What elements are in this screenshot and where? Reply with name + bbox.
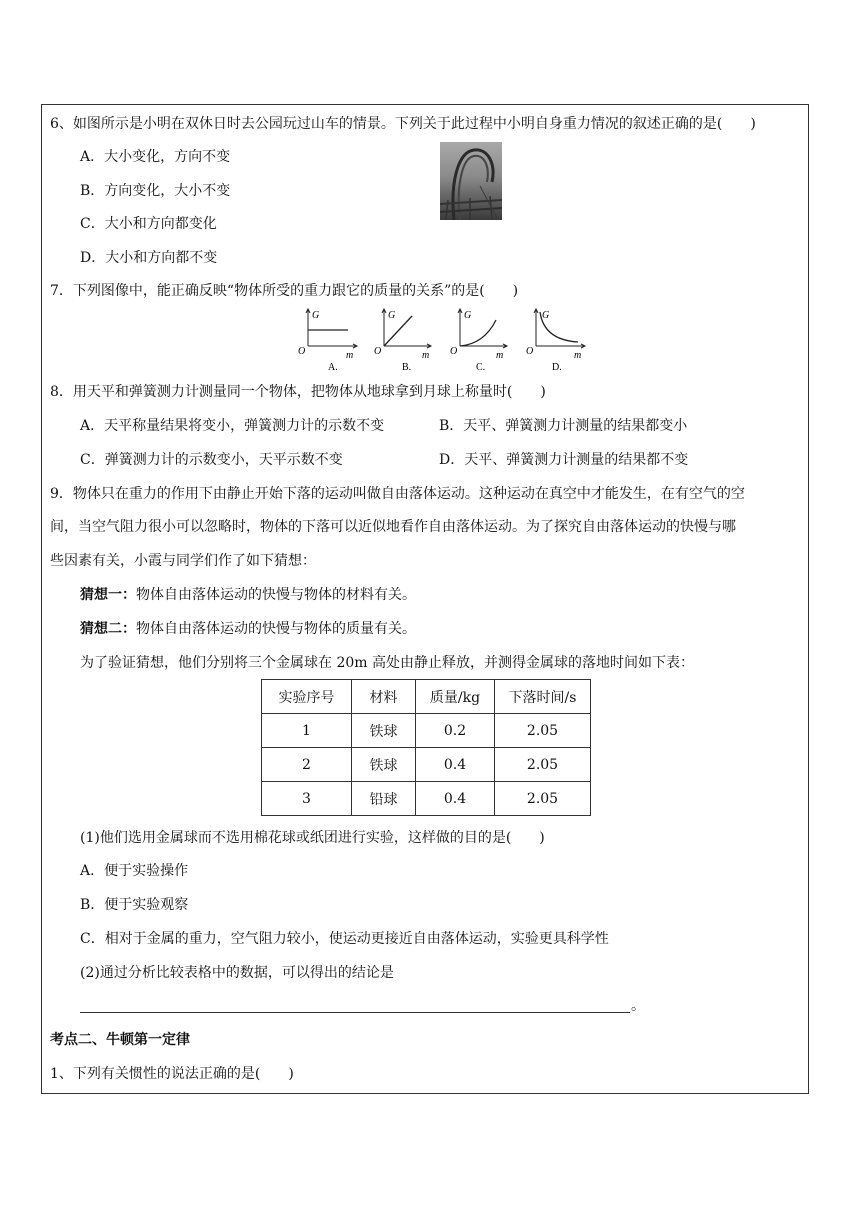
table-header: 材料 xyxy=(352,680,416,714)
q7-stem: 7．下列图像中，能正确反映“物体所受的重力跟它的质量的关系”的是( ) xyxy=(50,283,519,299)
section2-q1-stem: 1、下列有关惯性的说法正确的是( ) xyxy=(50,1066,294,1082)
q7-graph-options xyxy=(296,306,592,374)
graph-d-x-label: m xyxy=(574,350,582,361)
table-cell: 0.4 xyxy=(416,782,495,816)
q6-option-d: D．大小和方向都不变 xyxy=(80,250,218,266)
q9-paragraph-line-2: 间，当空气阻力很小可以忽略时，物体的下落可以近似地看作自由落体运动。为了探究自由落体运动的快慢与哪 xyxy=(50,519,736,535)
graph-a xyxy=(298,309,357,373)
table-header: 下落时间/s xyxy=(495,680,591,714)
graph-d xyxy=(526,309,585,373)
q9-sub-question-1: (1)他们选用金属球而不选用棉花球或纸团进行实验，这样做的目的是( ) xyxy=(80,830,545,846)
table-cell: 2.05 xyxy=(495,714,591,748)
table-header-row xyxy=(262,680,591,714)
table-row xyxy=(262,782,591,816)
q9-sub-question-2: (2)通过分析比较表格中的数据，可以得出的结论是 xyxy=(80,965,394,981)
graph-a-origin: O xyxy=(298,346,306,357)
graph-c-caption: C. xyxy=(476,362,486,373)
q9-guess-2 xyxy=(80,619,416,639)
q9-guess-1 xyxy=(80,585,416,605)
table-row xyxy=(262,748,591,782)
q9-sub1-option-a: A．便于实验操作 xyxy=(80,863,189,879)
graph-b xyxy=(374,309,431,373)
answer-blank-period: 。 xyxy=(631,998,645,1014)
q6-option-a: A．大小变化，方向不变 xyxy=(80,149,231,165)
table-cell: 3 xyxy=(262,782,352,816)
table-cell: 铁球 xyxy=(352,714,416,748)
table-cell: 0.2 xyxy=(416,714,495,748)
table-cell: 铁球 xyxy=(352,748,416,782)
table-cell: 1 xyxy=(262,714,352,748)
table-cell: 铅球 xyxy=(352,782,416,816)
q8-option-c: C．弹簧测力计的示数变小，天平示数不变 xyxy=(80,452,343,468)
table-cell: 0.4 xyxy=(416,748,495,782)
q9-paragraph-line-3: 些因素有关，小霞与同学们作了如下猜想： xyxy=(50,553,316,569)
results-table xyxy=(261,679,591,816)
graph-a-x-label: m xyxy=(346,350,354,361)
guess-2-label: 猜想二： xyxy=(80,621,136,637)
answer-blank-line xyxy=(80,1012,630,1013)
table-header: 实验序号 xyxy=(262,680,352,714)
q8-option-a: A．天平称量结果将变小，弹簧测力计的示数不变 xyxy=(80,418,385,434)
graph-b-caption: B. xyxy=(402,362,412,373)
graph-c-origin: O xyxy=(450,346,458,357)
q6-option-c: C．大小和方向都变化 xyxy=(80,216,217,232)
guess-1-label: 猜想一： xyxy=(80,587,136,603)
graph-d-y-label: G xyxy=(542,310,550,321)
graph-b-y-label: G xyxy=(388,310,396,321)
section-title: 考点二、牛顿第一定律 xyxy=(50,1032,190,1048)
guess-1-text: 物体自由落体运动的快慢与物体的材料有关。 xyxy=(136,587,416,603)
graph-c xyxy=(450,309,507,373)
q9-sub1-option-c: C．相对于金属的重力，空气阻力较小，使运动更接近自由落体运动，实验更具科学性 xyxy=(80,931,609,947)
graph-c-x-label: m xyxy=(496,350,504,361)
q8-option-d: D．天平、弹簧测力计测量的结果都不变 xyxy=(439,452,689,468)
table-cell: 2.05 xyxy=(495,782,591,816)
table-cell: 2 xyxy=(262,748,352,782)
q8-option-b: B．天平、弹簧测力计测量的结果都变小 xyxy=(439,418,688,434)
table-cell: 2.05 xyxy=(495,748,591,782)
table-header: 质量/kg xyxy=(416,680,495,714)
table-row xyxy=(262,714,591,748)
graph-d-origin: O xyxy=(526,346,534,357)
roller-coaster-photo xyxy=(440,142,502,220)
q6-stem: 6、如图所示是小明在双休日时去公园玩过山车的情景。下列关于此过程中小明自身重力情况的叙述正确的是( ) xyxy=(50,116,756,132)
q6-option-b: B．方向变化，大小不变 xyxy=(80,183,231,199)
q9-sub1-option-b: B．便于实验观察 xyxy=(80,897,189,913)
graph-a-caption: A. xyxy=(328,362,338,373)
graph-a-y-label: G xyxy=(312,310,320,321)
graph-b-x-label: m xyxy=(422,350,430,361)
q9-paragraph-line-1: 9．物体只在重力的作用下由静止开始下落的运动叫做自由落体运动。这种运动在真空中才能发生，在有空气的空 xyxy=(50,486,745,502)
graph-b-origin: O xyxy=(374,346,382,357)
guess-2-text: 物体自由落体运动的快慢与物体的质量有关。 xyxy=(136,621,416,637)
graph-c-y-label: G xyxy=(464,310,472,321)
graph-d-caption: D. xyxy=(552,362,562,373)
q8-stem: 8．用天平和弹簧测力计测量同一个物体，把物体从地球拿到月球上称量时( ) xyxy=(50,384,546,400)
q9-verify-text: 为了验证猜想，他们分别将三个金属球在 20m 高处由静止释放，并测得金属球的落地时间如下表： xyxy=(80,655,694,671)
